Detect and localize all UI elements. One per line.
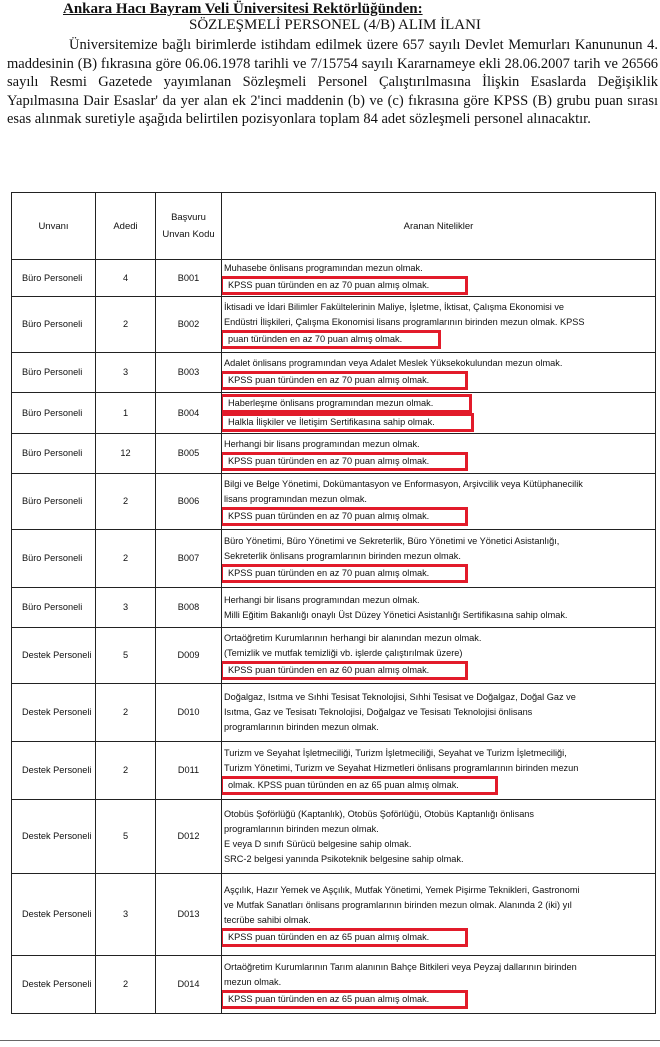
highlighted-requirement: Haberleşme önlisans programından mezun olmak.: [222, 394, 473, 413]
positions-table: [11, 192, 656, 1014]
col-header-nitelik: Aranan Nitelikler: [222, 193, 656, 260]
table-row: [12, 530, 656, 588]
nitelik-cell: [222, 800, 656, 874]
adet-cell: 2: [96, 297, 156, 353]
requirement-line: [224, 661, 651, 680]
unvan-cell: Destek Personeli: [12, 742, 96, 800]
requirement-text: Herhangi bir lisans programından mezun olmak.: [224, 438, 420, 449]
nitelik-cell: [222, 353, 656, 393]
kod-cell: B001: [156, 260, 222, 297]
kod-cell: D012: [156, 800, 222, 874]
requirement-line: [224, 646, 651, 661]
unvan-cell: Büro Personeli: [12, 353, 96, 393]
requirement-line: [224, 761, 651, 776]
nitelik-cell: [222, 588, 656, 628]
requirement-line: [224, 631, 651, 646]
table-row: [12, 800, 656, 874]
nitelik-cell: [222, 393, 656, 434]
requirement-line: [224, 690, 651, 705]
requirement-line: [224, 746, 651, 761]
requirement-text: Muhasebe önlisans programından mezun olmak.: [224, 263, 423, 273]
highlighted-requirement: KPSS puan türünden en az 60 puan almış olmak.: [222, 661, 469, 680]
col-header-adet: Adedi: [96, 193, 156, 260]
adet-cell: 1: [96, 393, 156, 434]
adet-cell: 5: [96, 800, 156, 874]
unvan-cell: Destek Personeli: [12, 874, 96, 956]
bottom-divider: [0, 1040, 660, 1041]
requirement-text: Endüstri İlişkileri, Çalışma Ekonomisi lisans programlarının birinden mezun olmak. KPSS: [224, 317, 585, 327]
requirement-text: Bilgi ve Belge Yönetimi, Dokümantasyon ve Enformasyon, Arşivcilik veya Kütüphanecilik: [224, 479, 583, 489]
requirement-line: [224, 371, 651, 390]
requirement-line: [224, 822, 651, 837]
kod-cell: B008: [156, 588, 222, 628]
highlighted-requirement: KPSS puan türünden en az 65 puan almış olmak.: [222, 928, 469, 947]
requirement-line: [224, 975, 651, 990]
unvan-cell: Destek Personeli: [12, 684, 96, 742]
kod-cell: D009: [156, 628, 222, 684]
nitelik-cell: [222, 684, 656, 742]
table-row: [12, 956, 656, 1014]
table-row: [12, 297, 656, 353]
kod-cell: B006: [156, 474, 222, 530]
unvan-cell: Büro Personeli: [12, 434, 96, 474]
requirement-line: [224, 776, 651, 795]
nitelik-cell: [222, 434, 656, 474]
requirement-text: E veya D sınıfı Sürücü belgesine sahip olmak.: [224, 838, 412, 849]
highlighted-requirement: KPSS puan türünden en az 65 puan almış olmak.: [222, 990, 469, 1009]
requirement-text: Herhangi bir lisans programından mezun olmak.: [224, 594, 420, 605]
requirement-line: [224, 883, 651, 898]
requirement-line: [224, 534, 651, 549]
requirement-text: lisans programından mezun olmak.: [224, 494, 367, 504]
requirement-line: [224, 852, 651, 867]
unvan-cell: Büro Personeli: [12, 588, 96, 628]
requirement-text: Otobüs Şoförlüğü (Kaptanlık), Otobüs Şoförlüğü, Otobüs Kaptanlığı önlisans: [224, 808, 535, 819]
requirement-text: programlarının birinden mezun olmak.: [224, 722, 379, 732]
adet-cell: 12: [96, 434, 156, 474]
nitelik-cell: [222, 297, 656, 353]
requirement-line: [224, 564, 651, 583]
table-row: [12, 353, 656, 393]
requirement-text: Sekreterlik önlisans programlarının birinden mezun olmak.: [224, 551, 461, 561]
highlighted-requirement: puan türünden en az 70 puan almış olmak.: [222, 330, 442, 349]
nitelik-cell: [222, 260, 656, 297]
requirement-line: [224, 608, 651, 623]
requirement-line: [224, 990, 651, 1009]
kod-cell: D013: [156, 874, 222, 956]
requirement-line: [224, 928, 651, 947]
requirement-text: mezun olmak.: [224, 977, 282, 987]
adet-cell: 2: [96, 742, 156, 800]
requirement-text: Milli Eğitim Bakanlığı onaylı Üst Düzey Yönetici Asistanlığı Sertifikasına sahip olmak.: [224, 609, 568, 620]
highlighted-requirement: KPSS puan türünden en az 70 puan almış olmak.: [222, 276, 469, 295]
adet-cell: 4: [96, 260, 156, 297]
requirement-text: Ortaöğretim Kurumlarının herhangi bir alanından mezun olmak.: [224, 633, 482, 643]
table-row: [12, 434, 656, 474]
requirement-line: [224, 492, 651, 507]
table-row: [12, 628, 656, 684]
adet-cell: 3: [96, 874, 156, 956]
institution-title: Ankara Hacı Bayram Veli Üniversitesi Rektörlüğünden:: [63, 1, 423, 17]
requirement-text: Büro Yönetimi, Büro Yönetimi ve Sekreterlik, Büro Yönetimi ve Yönetici Asistanlığı,: [224, 536, 560, 546]
adet-cell: 3: [96, 588, 156, 628]
requirement-line: [224, 437, 651, 452]
requirement-line: [224, 720, 651, 735]
requirement-text: Turizm Yönetimi, Turizm ve Seyahat Hizmetleri önlisans programlarının birinden mezun: [224, 763, 579, 773]
requirement-line: [224, 507, 651, 526]
table-row: [12, 260, 656, 297]
highlighted-requirement: KPSS puan türünden en az 70 puan almış olmak.: [222, 507, 469, 526]
requirement-line: [224, 452, 651, 471]
requirement-line: [224, 705, 651, 720]
requirement-line: [224, 837, 651, 852]
announcement-title: SÖZLEŞMELİ PERSONEL (4/B) ALIM İLANI: [189, 17, 481, 33]
requirement-line: [224, 593, 651, 608]
requirement-line: [224, 807, 651, 822]
kod-cell: B002: [156, 297, 222, 353]
requirement-line: [224, 276, 651, 295]
requirement-text: SRC-2 belgesi yanında Psikoteknik belgesine sahip olmak.: [224, 853, 464, 864]
unvan-cell: Büro Personeli: [12, 260, 96, 297]
table-body: [12, 260, 656, 1014]
requirement-text: Adalet önlisans programından veya Adalet Meslek Yüksekokulundan mezun olmak.: [224, 357, 563, 368]
requirement-text: İktisadi ve İdari Bilimler Fakültelerinin Maliye, İşletme, İktisat, Çalışma Ekonomisi ve: [224, 302, 565, 312]
requirement-text: Turizm ve Seyahat İşletmeciliği, Turizm İşletmeciliği, Seyahat ve Turizm İşletmeciliği,: [224, 748, 567, 758]
requirement-text: Aşçılık, Hazır Yemek ve Aşçılık, Mutfak Yönetimi, Yemek Pişirme Teknikleri, Gastronomi: [224, 884, 580, 895]
requirement-text: tecrübe sahibi olmak.: [224, 914, 311, 925]
requirement-text: ve Mutfak Sanatları önlisans programlarının birinden mezun olmak. Alanında 2 (iki) yıl: [224, 899, 572, 910]
requirement-line: [224, 300, 651, 315]
nitelik-cell: [222, 956, 656, 1014]
requirement-line: [224, 898, 651, 913]
unvan-cell: Destek Personeli: [12, 956, 96, 1014]
col-header-unvan: Unvanı: [12, 193, 96, 260]
nitelik-cell: [222, 628, 656, 684]
requirement-text: programlarının birinden mezun olmak.: [224, 823, 379, 834]
adet-cell: 2: [96, 956, 156, 1014]
requirement-text: Doğalgaz, Isıtma ve Sıhhi Tesisat Teknolojisi, Sıhhi Tesisat ve Doğalgaz, Doğal Gaz ve: [224, 692, 576, 702]
kod-cell: B004: [156, 393, 222, 434]
unvan-cell: Büro Personeli: [12, 393, 96, 434]
requirement-text: Ortaöğretim Kurumlarının Tarım alanının Bahçe Bitkileri veya Peyzaj dallarının birinden: [224, 962, 577, 972]
col-header-kod: Başvuru Unvan Kodu: [156, 193, 222, 260]
kod-cell: B003: [156, 353, 222, 393]
nitelik-cell: [222, 742, 656, 800]
requirement-line: [224, 261, 651, 276]
table-row: [12, 742, 656, 800]
requirement-line: [224, 330, 651, 349]
kod-cell: D014: [156, 956, 222, 1014]
requirement-line: [224, 549, 651, 564]
adet-cell: 2: [96, 474, 156, 530]
table-row: [12, 874, 656, 956]
table-row: [12, 684, 656, 742]
intro-text: Üniversitemize bağlı birimlerde istihdam edilmek üzere 657 sayılı Devlet Memurları Kanununun 4. maddesinin (B) fıkrasına göre 06.06.1978 tarihli ve 7/15754 sayılı Kararnameye ekli 28.06.2007 tarih ve 26566 sayılı Resmi Gazetede yayımlanan Sözleşmeli Personel Çalıştırılmasına İlişkin Esaslarda Değişiklik Yapılmasına Dair Esaslar' da yer alan ek 2'inci maddenin (b) ve (c) fıkrasına göre KPSS (B) grubu puan sırası esas alınmak suretiyle aşağıda belirtilen pozisyonlara toplam 84 adet sözleşmeli personel alınacaktır.: [7, 37, 658, 128]
highlighted-requirement: KPSS puan türünden en az 70 puan almış olmak.: [222, 564, 469, 583]
nitelik-cell: [222, 474, 656, 530]
unvan-cell: Destek Personeli: [12, 628, 96, 684]
kod-cell: D010: [156, 684, 222, 742]
adet-cell: 3: [96, 353, 156, 393]
highlighted-requirement: olmak. KPSS puan türünden en az 65 puan almış olmak.: [222, 776, 498, 795]
adet-cell: 2: [96, 684, 156, 742]
unvan-cell: Büro Personeli: [12, 530, 96, 588]
requirement-line: [224, 913, 651, 928]
requirement-line: [224, 413, 651, 432]
requirement-line: [224, 356, 651, 371]
table-row: [12, 393, 656, 434]
table-row: [12, 588, 656, 628]
kod-cell: B007: [156, 530, 222, 588]
highlighted-requirement: KPSS puan türünden en az 70 puan almış olmak.: [222, 452, 469, 471]
requirement-line: [224, 477, 651, 492]
requirement-text: Isıtma, Gaz ve Tesisatı Teknolojisi, Doğalgaz ve Tesisatı Teknolojisi önlisans: [224, 707, 533, 717]
table-row: [12, 474, 656, 530]
unvan-cell: Destek Personeli: [12, 800, 96, 874]
kod-cell: B005: [156, 434, 222, 474]
adet-cell: 5: [96, 628, 156, 684]
nitelik-cell: [222, 874, 656, 956]
requirement-line: [224, 960, 651, 975]
unvan-cell: Büro Personeli: [12, 297, 96, 353]
requirement-line: [224, 394, 651, 413]
nitelik-cell: [222, 530, 656, 588]
intro-paragraph: [7, 36, 658, 129]
unvan-cell: Büro Personeli: [12, 474, 96, 530]
requirement-line: [224, 315, 651, 330]
adet-cell: 2: [96, 530, 156, 588]
table-header-row: [12, 193, 656, 260]
requirement-text: (Temizlik ve mutfak temizliği vb. işlerde çalıştırılmak üzere): [224, 648, 463, 658]
kod-cell: D011: [156, 742, 222, 800]
highlighted-requirement: Halkla İlişkiler ve İletişim Sertifikasına sahip olmak.: [222, 413, 474, 432]
highlighted-requirement: KPSS puan türünden en az 70 puan almış olmak.: [222, 371, 469, 390]
